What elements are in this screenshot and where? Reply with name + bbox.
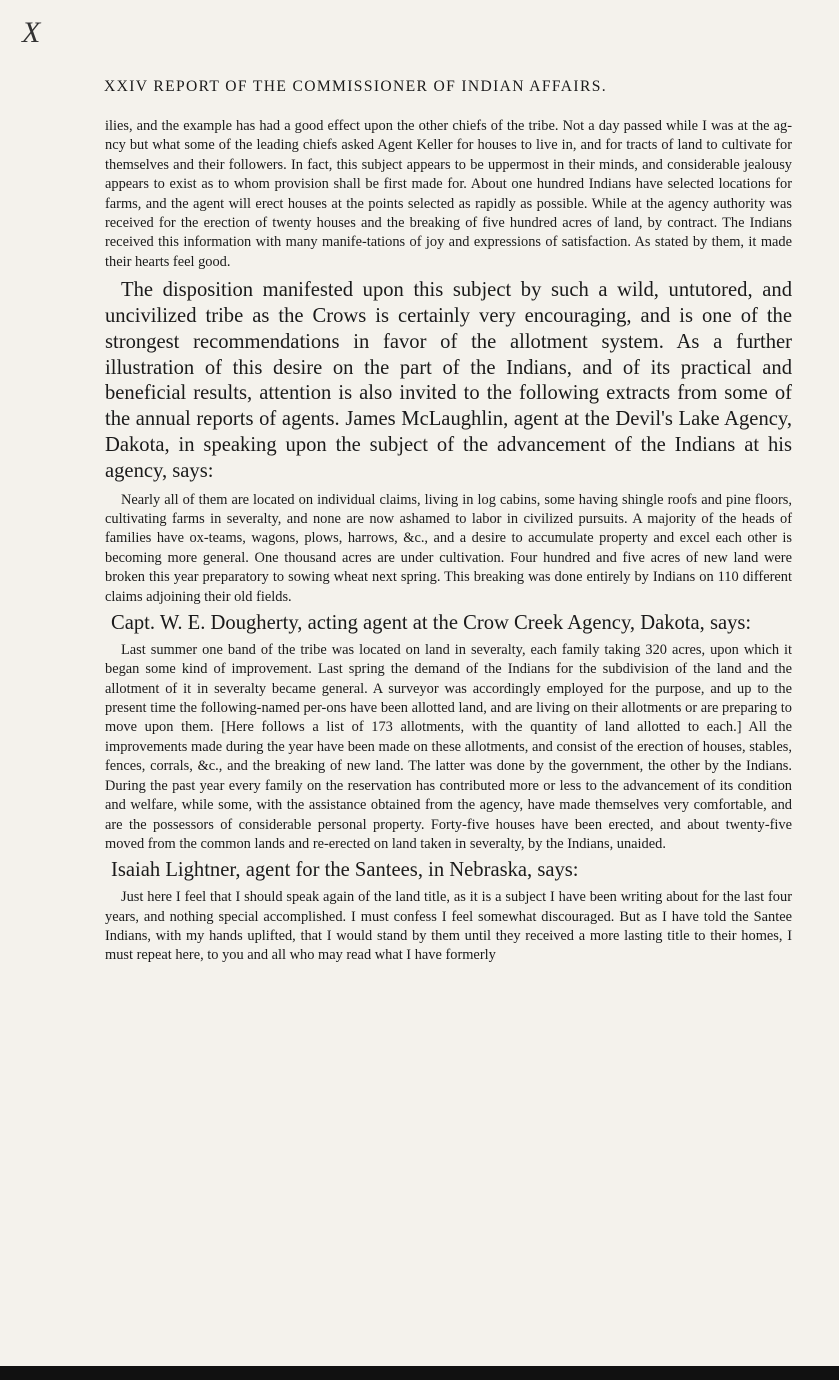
paragraph-2: The disposition manifested upon this subject by such a wild, untutored, and uncivilized tribe as the Crows is certainly very encouraging, and is one of the strongest recommendations in favor of the allotment system. As a further illustration of this desire on the part of the Indians, and of its practical and beneficial results, attention is also invited to the following extracts from some of the annual reports of agents. James McLaughlin, agent at the Devil's Lake Agency, Dakota, in speaking upon the subject of the advancement of the Indians at his agency, says: xyxy=(105,279,792,482)
margin-mark: X xyxy=(22,16,41,49)
running-head: XXIV REPORT OF THE COMMISSIONER OF INDIAN AFFAIRS. xyxy=(104,78,607,95)
quote-dougherty: Last summer one band of the tribe was located on land in severalty, each family taking 320 acres, upon which it began some kind of improvement. Last spring the demand of the Indians for the subdivision of the land and the allotment of it in severalty became general. A surveyor was accordingly employed for the purpose, and up to the present time the following-named per-ons have been allotted land, and are living on their allotments or are preparing to move upon them. [Here follows a list of 173 allotments, with the quantity of land allotted to each.] All the improvements made during the year have been made on these allotments, and consist of the erection of houses, stables, fences, corrals, &c., and the breaking of new land. The latter was done by the government, the other by the Indians. During the past year every family on the reservation has contributed more or less to the advancement of its condition and welfare, while some, with the assistance obtained from the agency, have made themselves very comfortable, and are the possessors of considerable personal property. Forty-five houses have been erected, and about twenty-five moved from the common lands and re-erected on land taken in severalty, by the Indians, unaided. xyxy=(105,641,792,852)
quote-mclaughlin: Nearly all of them are located on individual claims, living in log cabins, some having shingle roofs and pine floors, cultivating farms in severalty, and none are now ashamed to labor in civilized pursuits. A majority of the heads of families have ox-teams, wagons, plows, harrows, &c., and a desire to accumulate property and excel each other is becoming more general. One thousand acres are under cultivation. Four hundred and five acres of new land were broken this year preparatory to sowing wheat next spring. This breaking was done entirely by Indians on 110 different claims adjoining their old fields. xyxy=(105,491,792,605)
body-text xyxy=(105,117,792,966)
paragraph-lightner-intro: Isaiah Lightner, agent for the Santees, in Nebraska, says: xyxy=(111,859,579,882)
paragraph-dougherty-intro: Capt. W. E. Dougherty, acting agent at the Crow Creek Agency, Dakota, says: xyxy=(111,612,752,635)
quote-lightner: Just here I feel that I should speak again of the land title, as it is a subject I have been writing about for the last four years, and nothing special accomplished. I must confess I feel somewhat discouraged. But as I have told the Santee Indians, with my hands uplifted, that I would stand by them until they received a more lasting title to their homes, I must repeat here, to you and all who may read what I have formerly xyxy=(105,889,792,964)
paragraph-1: ilies, and the example has had a good effect upon the other chiefs of the tribe. Not a day passed while I was at the ag-ncy but what some of the leading chiefs asked Agent Keller for houses to live in, and for tracts of land to cultivate for themselves and their followers. In fact, this subject appears to be uppermost in their minds, and considerable jealousy appears to exist as to whom provision shall be first made for. About one hundred Indians have selected locations for farms, and the agent will erect houses at the points selected as rapidly as possible. While at the agency authority was received for the erection of twenty houses and the breaking of five hundred acres of land, by contract. The Indians received this information with many manife-tations of joy and expressions of satisfaction. As stated by them, it made their hearts feel good. xyxy=(105,118,792,270)
scan-edge-bar xyxy=(0,1366,839,1380)
